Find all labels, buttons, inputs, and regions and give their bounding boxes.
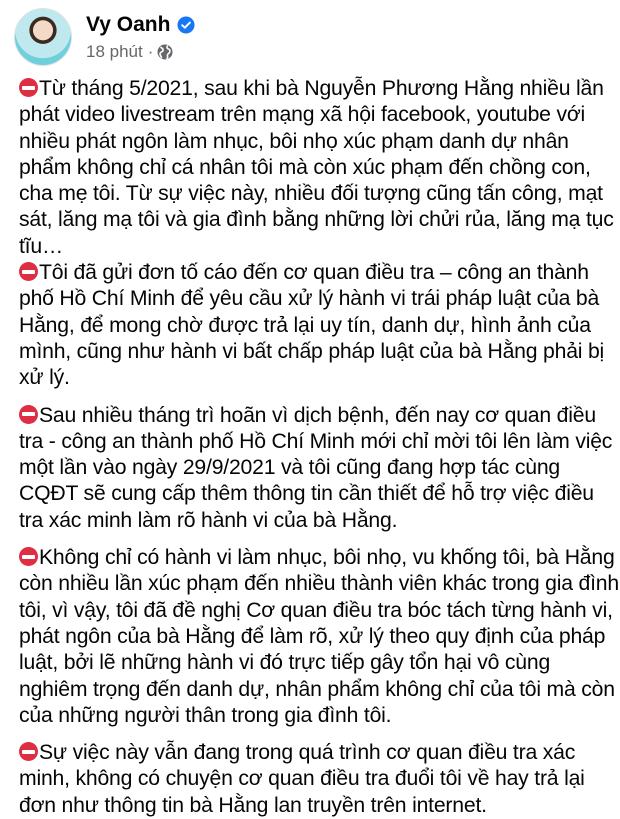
author-row bbox=[86, 13, 195, 37]
no-entry-emoji-icon bbox=[19, 547, 38, 566]
post-paragraph-3 bbox=[19, 403, 619, 534]
post-timestamp[interactable]: 18 phút bbox=[86, 41, 143, 61]
paragraph-text: Sự việc này vẫn đang trong quá trình cơ quan điều tra xác minh, không có chuyện cơ quan điều tra đuổi tôi về hay trả lại đơn như thông tin bà Hằng lan truyền trên internet. bbox=[19, 741, 585, 817]
no-entry-emoji-icon bbox=[19, 742, 38, 761]
post-paragraph-5 bbox=[19, 740, 619, 819]
author-name[interactable]: Vy Oanh bbox=[86, 12, 171, 36]
post-paragraph-2 bbox=[19, 260, 619, 391]
post-meta bbox=[86, 13, 195, 62]
post-header bbox=[14, 8, 195, 66]
no-entry-emoji-icon bbox=[19, 262, 38, 281]
paragraph-text: Sau nhiều tháng trì hoãn vì dịch bệnh, đến nay cơ quan điều tra - công an thành phố Hồ Chí Minh mới chỉ mời tôi lên làm việc một lần vào ngày 29/9/2021 và tôi cũng đang hợp tác cùng CQĐT sẽ cung cấp thêm thông tin cần thiết để hỗ trợ việc điều tra xác minh làm rõ hành vi của bà Hằng. bbox=[19, 403, 613, 532]
paragraph-text: Không chỉ có hành vi làm nhục, bôi nhọ, vu khống tôi, bà Hằng còn nhiều lần xúc phạm đến nhiều thành viên khác trong gia đình tôi, vì vậy, tôi đã đề nghị Cơ quan điều tra bóc tách từng hành vi, phát ngôn của bà Hằng để làm rõ, xử lý theo quy định của pháp luật, bởi lẽ những hành vi đó trực tiếp gây tổn hại vô cùng nghiêm trọng đến danh dự, nhân phẩm không chỉ của tôi mà còn của những người thân trong gia đình tôi. bbox=[19, 546, 619, 727]
no-entry-emoji-icon bbox=[19, 78, 38, 97]
globe-icon[interactable] bbox=[157, 44, 173, 60]
post-paragraph-4 bbox=[19, 545, 619, 729]
paragraph-text: Tôi đã gửi đơn tố cáo đến cơ quan điều tra – công an thành phố Hồ Chí Minh để yêu cầu xử lý hành vi trái pháp luật của bà Hằng, để mong chờ được trả lại uy tín, danh dự, hình ảnh của mình, cũng như hành vi bất chấp pháp luật của bà Hằng phải bị xử lý. bbox=[19, 261, 605, 390]
post-body bbox=[19, 76, 619, 819]
no-entry-emoji-icon bbox=[19, 405, 38, 424]
avatar[interactable] bbox=[14, 8, 72, 66]
paragraph-text: Từ tháng 5/2021, sau khi bà Nguyễn Phương Hằng nhiều lần phát video livestream trên mạng xã hội facebook, youtube với nhiều phát ngôn làm nhục, bôi nhọ xúc phạm danh dự nhân phẩm không chỉ cá nhân tôi mà còn xúc phạm đến chồng con, cha mẹ tôi. Từ sự việc này, nhiều đối tượng cũng tấn công, mạt sát, lăng mạ tôi và gia đình bằng những lời chửi rủa, lăng mạ tục tĩu… bbox=[19, 77, 614, 258]
separator-dot: · bbox=[147, 41, 154, 61]
post-subline bbox=[86, 42, 195, 62]
verified-badge-icon bbox=[177, 16, 195, 34]
post-paragraph-1 bbox=[19, 76, 619, 260]
